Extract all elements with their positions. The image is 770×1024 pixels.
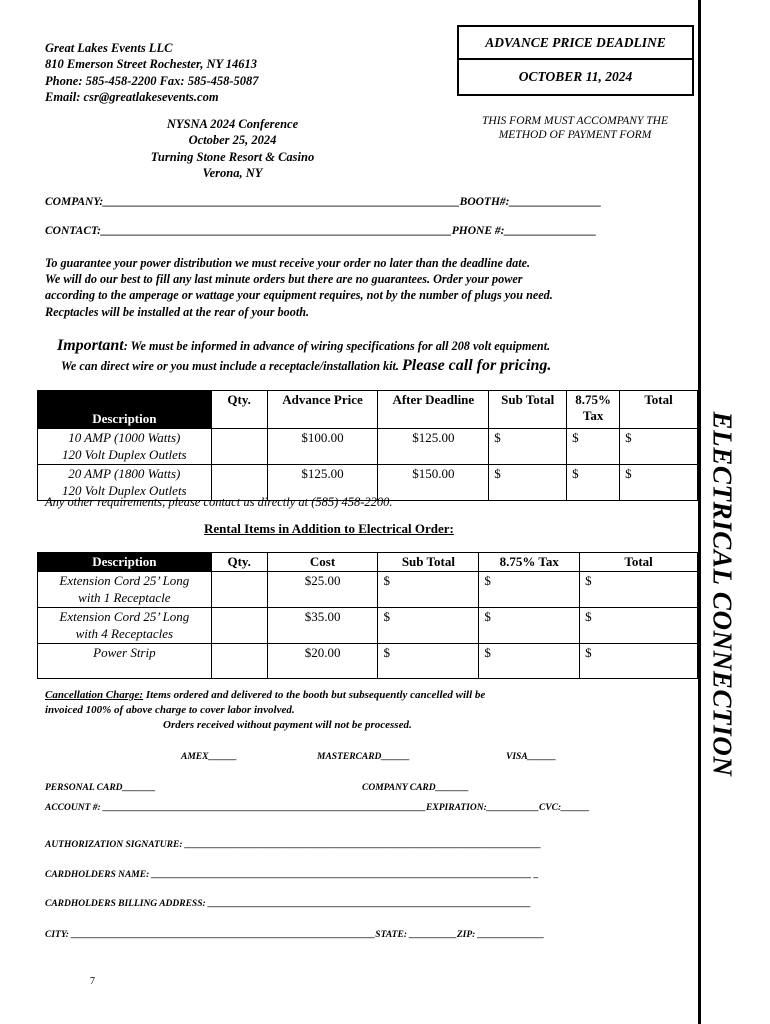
instructions-paragraph <box>45 255 645 320</box>
col-tax: 8.75% Tax <box>479 553 580 572</box>
advance-price: $125.00 <box>267 465 378 501</box>
col-description: Description <box>38 553 212 572</box>
col-cost: Cost <box>267 553 378 572</box>
item-description <box>38 429 212 465</box>
cost-cell: $35.00 <box>267 608 378 644</box>
total-cell[interactable]: $ <box>620 465 698 501</box>
item-line-1: Extension Cord 25’ Long <box>59 609 190 624</box>
company-address: 810 Emerson Street Rochester, NY 14613 <box>45 57 258 72</box>
event-venue: Turning Stone Resort & Casino <box>150 149 315 164</box>
item-line-1: Extension Cord 25’ Long <box>59 573 190 588</box>
col-qty: Qty. <box>211 553 267 572</box>
notice-line-2: METHOD OF PAYMENT FORM <box>498 129 652 141</box>
cost-cell: $25.00 <box>267 572 378 608</box>
total-cell[interactable]: $ <box>620 429 698 465</box>
item-line-2: 120 Volt Duplex Outlets <box>62 446 187 462</box>
company-phone: Phone: 585-458-2200 Fax: 585-458-5087 <box>45 73 259 88</box>
tax-cell[interactable]: $ <box>479 608 580 644</box>
item-line-2: with 1 Receptacle <box>78 589 171 605</box>
cost-cell: $20.00 <box>267 644 378 679</box>
qty-cell[interactable] <box>211 608 267 644</box>
deadline-box <box>457 25 694 96</box>
side-title: ELECTRICAL CONNECTION <box>707 411 738 777</box>
form-notice <box>455 114 695 142</box>
other-requirements-note: Any other requirements, please contact us directly at (585) 458-2200. <box>45 495 393 509</box>
table-row <box>38 644 698 679</box>
personal-card-option[interactable]: PERSONAL CARD_______ <box>45 783 156 793</box>
company-name: Great Lakes Events LLC <box>45 41 173 55</box>
paragraph-line: Recptacles will be installed at the rear of your booth. <box>45 304 310 319</box>
total-cell[interactable]: $ <box>580 644 698 679</box>
event-city: Verona, NY <box>202 166 263 181</box>
cardholder-name-field[interactable]: CARDHOLDERS NAME: ________________________________________________________________________________ _ <box>45 870 539 880</box>
electrical-order-table <box>37 390 698 501</box>
company-card-option[interactable]: COMPANY CARD_______ <box>362 783 469 793</box>
after-price: $125.00 <box>378 429 489 465</box>
qty-cell[interactable] <box>211 572 267 608</box>
important-text-2: We can direct wire or you must include a receptacle/installation kit. <box>61 359 403 373</box>
important-text-1: : We must be informed in advance of wiring specifications for all 208 volt equipment. <box>123 339 551 353</box>
tax-cell[interactable]: $ <box>479 572 580 608</box>
cancellation-label: Cancellation Charge: <box>45 689 144 701</box>
right-margin-rule <box>698 0 701 1024</box>
col-subtotal: Sub Total <box>489 391 567 429</box>
amex-option[interactable]: AMEX______ <box>181 752 237 762</box>
tax-cell[interactable]: $ <box>567 465 620 501</box>
company-info <box>45 40 259 106</box>
item-line-2: 120 Volt Duplex Outlets <box>62 482 187 498</box>
deadline-label: ADVANCE PRICE DEADLINE <box>459 27 692 60</box>
account-field[interactable]: ACCOUNT #: ____________________________________________________________________EXPIRATION:___________CVC:______ <box>45 803 590 813</box>
col-qty: Qty. <box>211 391 267 429</box>
table-row <box>38 572 698 608</box>
important-word: Important <box>57 337 124 354</box>
item-description <box>38 644 212 679</box>
tax-cell[interactable]: $ <box>479 644 580 679</box>
contact-phone-field[interactable]: CONTACT:_____________________________________________________________PHONE #:________________ <box>45 225 597 237</box>
col-subtotal: Sub Total <box>378 553 479 572</box>
rental-title: Rental Items in Addition to Electrical Order: <box>204 521 454 536</box>
cancellation-text-3: Orders received without payment will not be processed. <box>163 719 412 731</box>
city-state-zip-field[interactable]: CITY: ________________________________________________________________STATE: __________ZIP: ______________ <box>45 930 545 940</box>
subtotal-cell[interactable]: $ <box>489 429 567 465</box>
table-row <box>38 608 698 644</box>
item-description <box>38 608 212 644</box>
signature-field[interactable]: AUTHORIZATION SIGNATURE: ___________________________________________________________________________ <box>45 840 542 850</box>
important-notice <box>57 336 657 376</box>
subtotal-cell[interactable]: $ <box>489 465 567 501</box>
total-cell[interactable]: $ <box>580 572 698 608</box>
item-line-2: with 4 Receptacles <box>75 625 174 641</box>
subtotal-cell[interactable]: $ <box>378 644 479 679</box>
company-booth-field[interactable]: COMPANY:______________________________________________________________BOOTH#:________________ <box>45 196 602 208</box>
cancellation-text-2: invoiced 100% of above charge to cover labor involved. <box>45 704 295 716</box>
total-cell[interactable]: $ <box>580 608 698 644</box>
rental-items-table <box>37 552 698 679</box>
col-advance-price: Advance Price <box>267 391 378 429</box>
visa-option[interactable]: VISA______ <box>506 752 557 762</box>
after-price: $150.00 <box>378 465 489 501</box>
item-line-1: Power Strip <box>93 645 156 660</box>
paragraph-line: according to the amperage or wattage your equipment requires, not by the number of plugs you need. <box>45 288 553 303</box>
col-description: Description <box>38 391 212 429</box>
table-row <box>38 429 698 465</box>
event-info <box>110 116 355 182</box>
col-tax: 8.75% Tax <box>567 391 620 429</box>
deadline-date: OCTOBER 11, 2024 <box>518 69 633 84</box>
col-after-deadline: After Deadline <box>378 391 489 429</box>
notice-line-1: THIS FORM MUST ACCOMPANY THE <box>482 115 668 127</box>
tax-cell[interactable]: $ <box>567 429 620 465</box>
col-total: Total <box>580 553 698 572</box>
cancellation-text-1: Items ordered and delivered to the booth but subsequently cancelled will be <box>143 689 486 701</box>
event-date: October 25, 2024 <box>188 133 277 148</box>
qty-cell[interactable] <box>211 644 267 679</box>
advance-price: $100.00 <box>267 429 378 465</box>
subtotal-cell[interactable]: $ <box>378 608 479 644</box>
event-name: NYSNA 2024 Conference <box>166 117 299 131</box>
page-number: 7 <box>90 976 95 987</box>
item-description <box>38 572 212 608</box>
paragraph-line: To guarantee your power distribution we must receive your order no later than the deadline date. <box>45 256 531 270</box>
mastercard-option[interactable]: MASTERCARD______ <box>317 752 410 762</box>
qty-cell[interactable] <box>211 429 267 465</box>
company-email: Email: csr@greatlakesevents.com <box>45 90 219 105</box>
item-line-1: 20 AMP (1800 Watts) <box>68 466 181 481</box>
paragraph-line: We will do our best to fill any last minute orders but there are no guarantees. Order your power <box>45 272 523 287</box>
col-total: Total <box>620 391 698 429</box>
cancellation-policy <box>45 688 585 733</box>
call-for-pricing: Please call for pricing. <box>402 357 552 374</box>
billing-address-field[interactable]: CARDHOLDERS BILLING ADDRESS: ____________________________________________________________________ <box>45 899 532 909</box>
subtotal-cell[interactable]: $ <box>378 572 479 608</box>
item-line-1: 10 AMP (1000 Watts) <box>68 430 181 445</box>
